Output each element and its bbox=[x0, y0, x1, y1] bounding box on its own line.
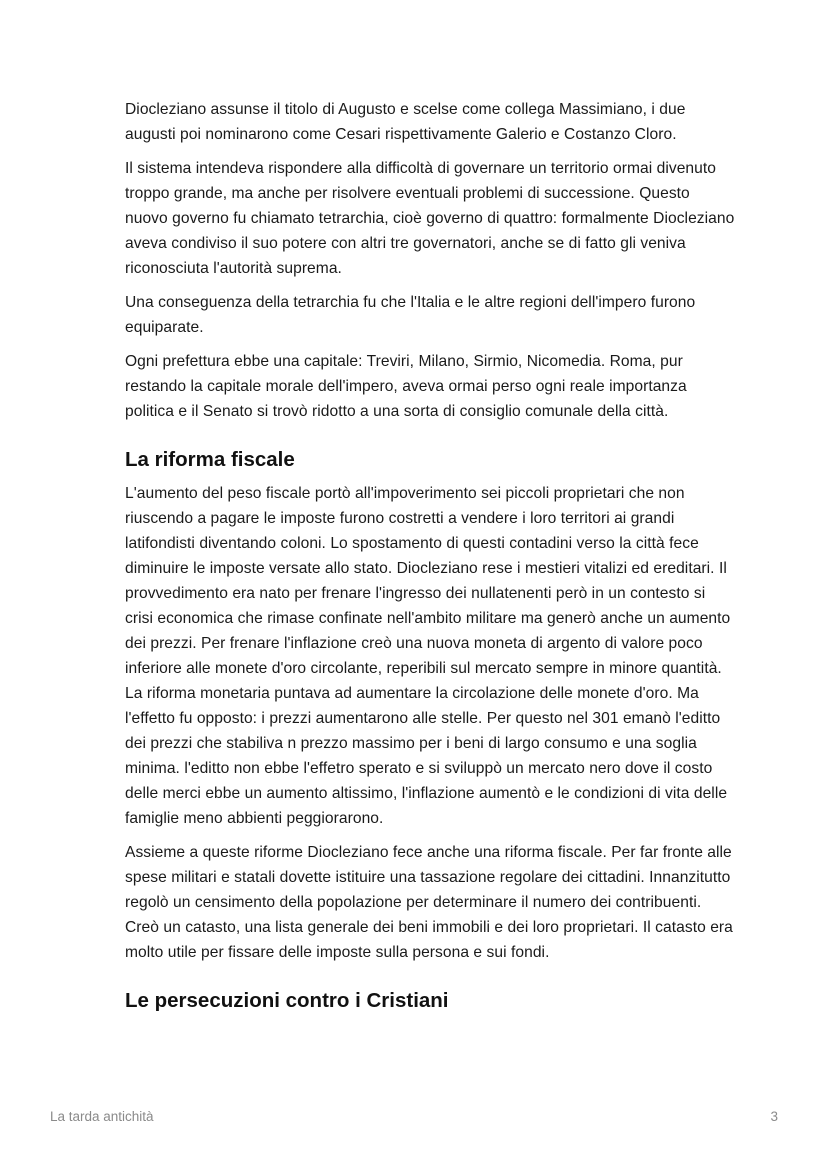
footer-title: La tarda antichità bbox=[50, 1109, 154, 1124]
page-content bbox=[125, 97, 735, 1022]
intro-paragraph-4: Ogni prefettura ebbe una capitale: Treviri, Milano, Sirmio, Nicomedia. Roma, pur restando la capitale morale dell'impero, aveva ormai perso ogni reale importanza politica e il Senato si trovò ridotto a una sorta di consiglio comunale della città. bbox=[125, 353, 687, 420]
intro-paragraph-2: Il sistema intendeva rispondere alla difficoltà di governare un territorio ormai divenuto troppo grande, ma anche per risolvere eventuali problemi di successione. Questo nuovo governo fu chiamato tetrarchia, cioè governo di quattro: formalmente Diocleziano aveva condiviso il suo potere con altri tre governatori, anche se di fatto gli veniva riconosciuta l'autorità suprema. bbox=[125, 160, 735, 277]
intro-paragraph-3: Una conseguenza della tetrarchia fu che l'Italia e le altre regioni dell'impero furono equiparate. bbox=[125, 294, 696, 336]
section-heading-fiscal: La riforma fiscale bbox=[125, 448, 295, 471]
section-heading-persecutions: Le persecuzioni contro i Cristiani bbox=[125, 989, 449, 1012]
page-number: 3 bbox=[770, 1109, 778, 1124]
intro-paragraph-1: Diocleziano assunse il titolo di Augusto e scelse come collega Massimiano, i due augusti poi nominarono come Cesari rispettivamente Galerio e Costanzo Cloro. bbox=[125, 101, 686, 143]
fiscal-paragraph-1: L'aumento del peso fiscale portò all'impoverimento sei piccoli proprietari che non riuscendo a pagare le imposte furono costretti a vendere i loro territori ai grandi latifondisti diventando coloni. Lo spostamento di questi contadini verso la città fece diminuire le imposte versate allo stato. Diocleziano rese i mestieri vitalizi ed ereditari. Il provvedimento era nato per frenare l'ingresso dei nullatenenti però in un contesto si crisi economica che rimase confinate nell'ambito militare ma generò anche un aumento dei prezzi. Per frenare l'inflazione creò una nuova moneta di argento di valore poco inferiore alle monete d'oro circolante, reperibili sul mercato sempre in minore quantità. La riforma monetaria puntava ad aumentare la circolazione delle monete d'oro. Ma l'effetto fu opposto: i prezzi aumentarono alle stelle. Per questo nel 301 emanò l'editto dei prezzi che stabiliva n prezzo massimo per i beni di largo consumo e una soglia minima. l'editto non ebbe l'effetro sperato e si sviluppò un mercato nero dove il costo delle merci ebbe un aumento altissimo, l'inflazione aumentò e le condizioni di vita delle famiglie meno abbienti peggiorarono. bbox=[125, 485, 731, 827]
fiscal-paragraph-2: Assieme a queste riforme Diocleziano fece anche una riforma fiscale. Per far fronte alle spese militari e statali dovette istituire una tassazione regolare dei cittadini. Innanzitutto regolò un censimento della popolazione per determinare il numero dei contribuenti. Creò un catasto, una lista generale dei beni immobili e dei loro proprietari. Il catasto era molto utile per fissare delle imposte sulla persona e sui fondi. bbox=[125, 844, 733, 961]
